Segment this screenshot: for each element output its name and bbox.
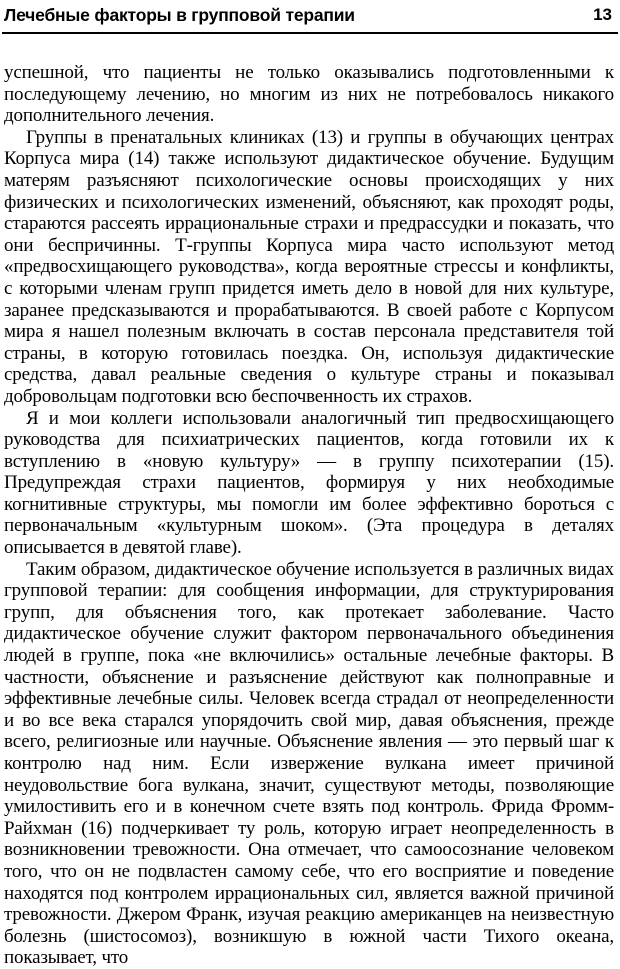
page-header: [0, 0, 620, 34]
paragraph: Таким образом, дидактическое обучение используется в различных видах групповой терапии: для сообщения информации, для структурирования групп, для объяснения того, как протекает заболевание. Часто дидактическое обучение служит фактором первоначального объединения людей в группе, пока «не включились» остальные лечебные факторы. В частности, объяснение и разъяснение действуют как полноправные и эффективные лечебные силы. Человек всегда страдал от неопределенности и во все века старался упорядочить свой мир, давая объяснения, прежде всего, религиозные или научные. Объяснение явления — это первый шаг к контролю над ним. Если извержение вулкана имеет причиной неудовольствие бога вулкана, значит, существуют методы, позволяющие умилостивить его и в конечном счете взять под контроль. Фрида Фромм-Райхман (16) подчеркивает ту роль, которую играет неопределенность в возникновении тревожности. Она отмечает, что самоосознание человеком того, что он не подвластен самому себе, что его восприятие и поведение находятся под контролем иррациональных сил, является важной причиной тревожности. Джером Франк, изучая реакцию американцев на неизвестную болезнь (шистосомоз), возникшую в южной части Тихого океана, показывает, что: [4, 558, 614, 969]
paragraph-continued: успешной, что пациенты не только оказывались подготовленными к последующему лечению, но многим из них не потребовалось никакого дополнительного лечения.: [4, 62, 614, 127]
page-number: 13: [593, 5, 612, 24]
paragraph: Я и мои коллеги использовали аналогичный тип предвосхищающего руководства для психиатрических пациентов, когда готовили их к вступлению в «новую культуру» — в группу психотерапии (15). Предупреждая страхи пациентов, формируя у них необходимые когнитивные структуры, мы помогли им более эффективно бороться с первоначальным «культурным шоком». (Эта процедура в деталях описывается в девятой главе).: [4, 407, 614, 559]
body-text: [4, 62, 614, 969]
running-title: Лечебные факторы в групповой терапии: [4, 5, 355, 25]
paragraph: Группы в пренатальных клиниках (13) и группы в обучающих центрах Корпуса мира (14) также используют дидактическое обучение. Будущим матерям разъясняют психологические основы происходящих у них физических и психологических изменений, объясняют, как проходят роды, стараются рассеять иррациональные страхи и предрассудки и показать, что они беспричинны. Т-группы Корпуса мира часто используют метод «предвосхищающего руководства», когда вероятные стрессы и конфликты, с которыми членам групп придется иметь дело в новой для них культуре, заранее предсказываются и прорабатываются. В своей работе с Корпусом мира я нашел полезным включать в состав персонала представителя той страны, в которую готовилась поездка. Он, используя дидактические средства, давал реальные сведения о культуре страны и показывал добровольцам подготовки всю беспочвенность их страхов.: [4, 126, 614, 407]
header-rule: [2, 32, 618, 34]
